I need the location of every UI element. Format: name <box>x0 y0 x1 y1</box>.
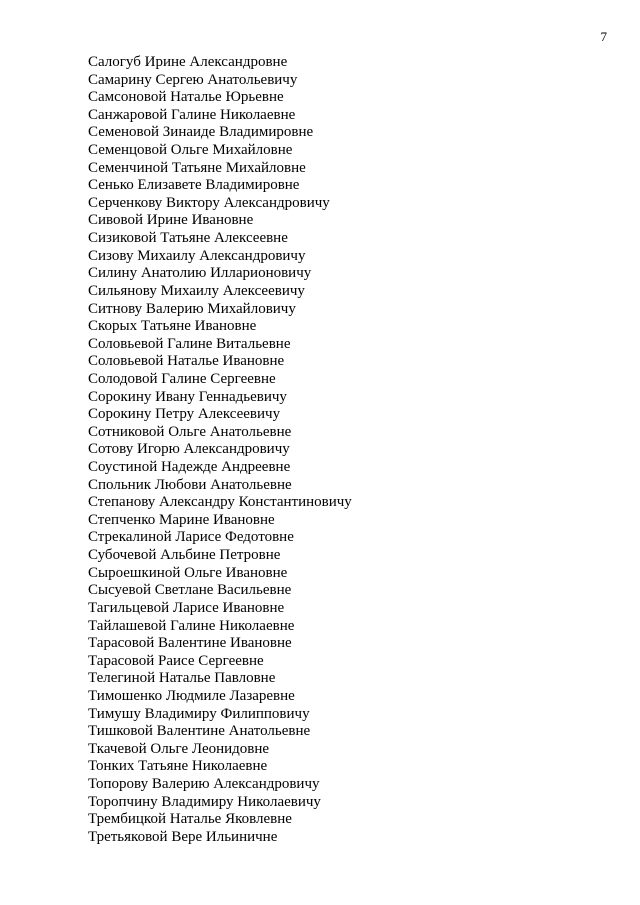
list-item: Скорых Татьяне Ивановне <box>88 318 257 335</box>
list-item: Соустиной Надежде Андреевне <box>88 459 291 476</box>
list-item: Силину Анатолию Илларионовичу <box>88 265 312 282</box>
list-item: Соловьевой Наталье Ивановне <box>88 353 285 370</box>
list-item: Тишковой Валентине Анатольевне <box>88 723 311 740</box>
list-item: Тарасовой Раисе Сергеевне <box>88 652 264 669</box>
list-item: Ситнову Валерию Михайловичу <box>88 300 296 317</box>
list-item: Тимошенко Людмиле Лазаревне <box>88 687 295 704</box>
list-item: Семенчиной Татьяне Михайловне <box>88 159 306 176</box>
list-item: Телегиной Наталье Павловне <box>88 670 276 687</box>
name-list <box>88 54 352 846</box>
list-item: Топорову Валерию Александровичу <box>88 775 320 792</box>
list-item: Третьяковой Вере Ильиничне <box>88 828 278 845</box>
list-item: Солодовой Галине Сергеевне <box>88 370 276 387</box>
list-item: Семенцовой Ольге Михайловне <box>88 142 293 159</box>
list-item: Сотниковой Ольге Анатольевне <box>88 423 292 440</box>
list-item: Тонких Татьяне Николаевне <box>88 758 268 775</box>
list-item: Сизову Михаилу Александровичу <box>88 247 306 264</box>
list-item: Самсоновой Наталье Юрьевне <box>88 89 284 106</box>
page-number: 7 <box>600 29 607 44</box>
list-item: Соловьевой Галине Витальевне <box>88 335 291 352</box>
list-item: Субочевой Альбине Петровне <box>88 547 281 564</box>
list-item: Степченко Марине Ивановне <box>88 511 275 528</box>
list-item: Серченкову Виктору Александровичу <box>88 194 330 211</box>
list-item: Тарасовой Валентине Ивановне <box>88 635 292 652</box>
list-item: Семеновой Зинаиде Владимировне <box>88 124 314 141</box>
list-item: Стрекалиной Ларисе Федотовне <box>88 529 294 546</box>
list-item: Трембицкой Наталье Яковлевне <box>88 811 292 828</box>
list-item: Сотову Игорю Александровичу <box>88 441 290 458</box>
list-item: Сыроешкиной Ольге Ивановне <box>88 564 288 581</box>
list-item: Степанову Александру Константиновичу <box>88 494 352 511</box>
list-item: Самарину Сергею Анатольевичу <box>88 71 298 88</box>
list-item: Сильянову Михаилу Алексеевичу <box>88 282 305 299</box>
list-item: Салогуб Ирине Александровне <box>88 54 288 70</box>
list-item: Ткачевой Ольге Леонидовне <box>88 740 270 757</box>
list-item: Сорокину Петру Алексеевичу <box>88 406 281 423</box>
list-item: Санжаровой Галине Николаевне <box>88 106 296 123</box>
list-item: Торопчину Владимиру Николаевичу <box>88 793 321 810</box>
list-item: Сивовой Ирине Ивановне <box>88 212 254 229</box>
list-item: Сорокину Ивану Геннадьевичу <box>88 388 287 405</box>
list-item: Тимушу Владимиру Филипповичу <box>88 705 310 722</box>
list-item: Сысуевой Светлане Васильевне <box>88 582 292 599</box>
list-item: Сизиковой Татьяне Алексеевне <box>88 230 288 247</box>
list-item: Спольник Любови Анатольевне <box>88 476 292 493</box>
list-item: Сенько Елизавете Владимировне <box>88 177 300 194</box>
list-item: Тайлашевой Галине Николаевне <box>88 617 295 634</box>
list-item: Тагильцевой Ларисе Ивановне <box>88 599 285 616</box>
